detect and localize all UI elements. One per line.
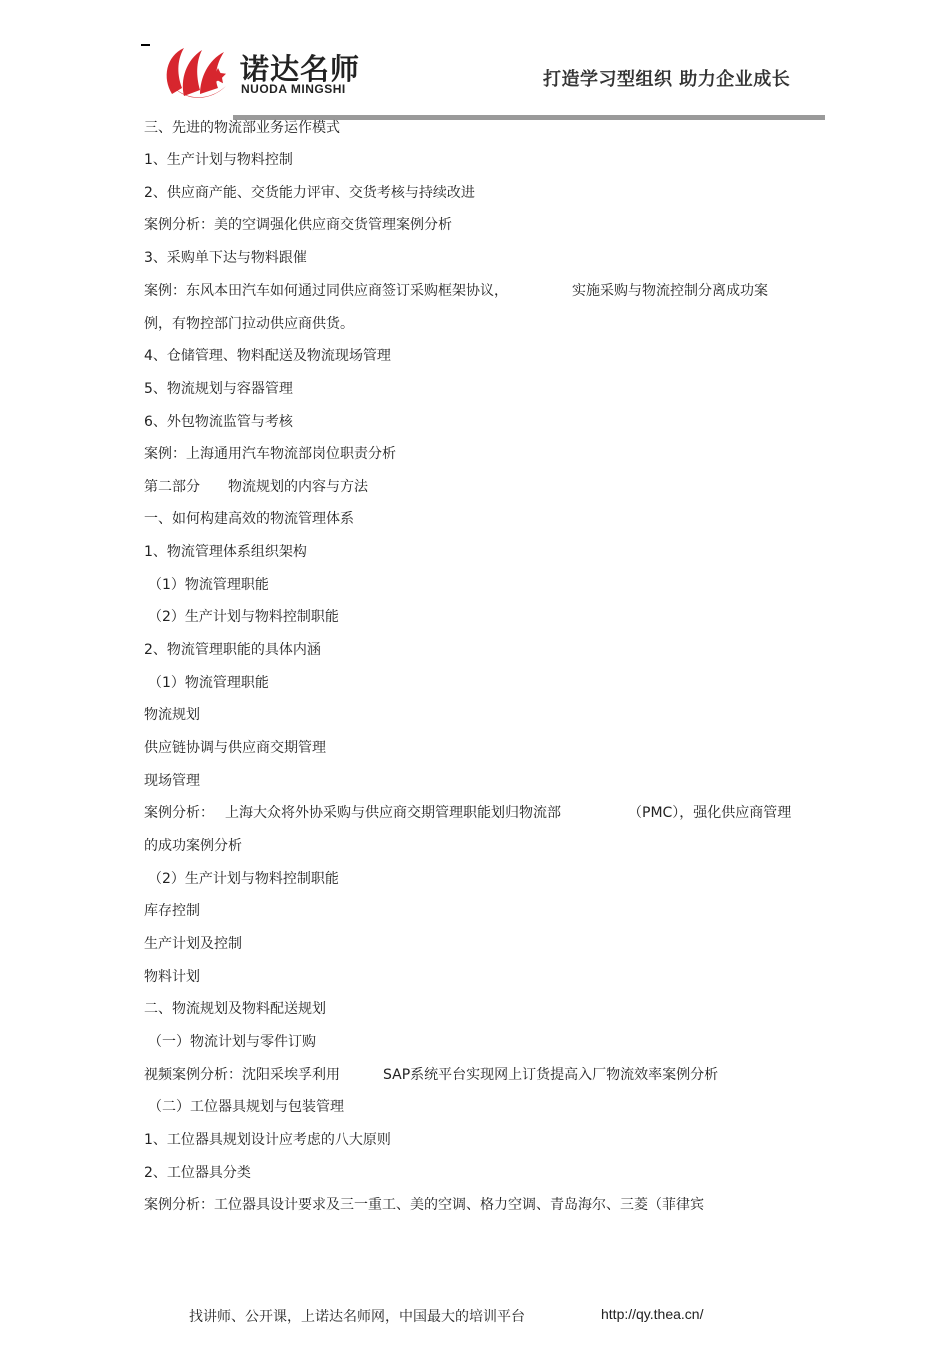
list-item: 2、工位器具分类 [144,1165,251,1181]
case-line: 案例：上海通用汽车物流部岗位职责分析 [144,446,396,462]
text-line: 生产计划及控制 [144,936,242,952]
case-line: 上海大众将外协采购与供应商交期管理职能划归物流部 [225,805,561,821]
case-line: 视频案例分析：沈阳采埃孚利用 [144,1067,340,1083]
list-item: 3、采购单下达与物料跟催 [144,250,307,266]
list-item: 5、物流规划与容器管理 [144,381,293,397]
section-heading: 二、物流规划及物料配送规划 [144,1001,326,1017]
nuoda-logo-icon [160,38,230,106]
list-item: 2、物流管理职能的具体内涵 [144,642,321,658]
list-item: 6、外包物流监管与考核 [144,414,293,430]
case-label: 案例分析： [144,805,214,821]
text-line: 物流规划 [144,707,200,723]
case-line-continued: （PMC），强化供应商管理 [628,805,792,821]
case-analysis: 案例分析：工位器具设计要求及三一重工、美的空调、格力空调、青岛海尔、三菱（菲律宾 [144,1197,704,1213]
text-line: 供应链协调与供应商交期管理 [144,740,326,756]
list-item: 1、工位器具规划设计应考虑的八大原则 [144,1132,391,1148]
text-line: 现场管理 [144,773,200,789]
sub-item: （1）物流管理职能 [148,577,269,593]
footer-text: 找讲师、公开课，上诺达名师网，中国最大的培训平台 [189,1309,525,1325]
brand-name-cn: 诺达名师 [240,52,361,86]
text-line: 物料计划 [144,969,200,985]
top-dash-mark [141,44,150,46]
list-item: 1、物流管理体系组织架构 [144,544,307,560]
sub-item: （一）物流计划与零件订购 [148,1034,316,1050]
sub-item: （2）生产计划与物料控制职能 [148,609,339,625]
section-heading: 三、先进的物流部业务运作模式 [144,120,340,136]
text-line: 库存控制 [144,903,200,919]
sub-item: （1）物流管理职能 [148,675,269,691]
list-item: 2、供应商产能、交货能力评审、交货考核与持续改进 [144,185,475,201]
footer-url-link[interactable]: http://qy.thea.cn/ [601,1306,704,1322]
case-line-continued: SAP系统平台实现网上订货提高入厂物流效率案例分析 [383,1067,719,1083]
section-heading: 一、如何构建高效的物流管理体系 [144,511,354,527]
list-item: 4、仓储管理、物料配送及物流现场管理 [144,348,391,364]
sub-item: （二）工位器具规划与包装管理 [148,1099,344,1115]
case-line: 案例：东风本田汽车如何通过同供应商签订采购框架协议， [144,283,508,299]
case-line: 例，有物控部门拉动供应商供货。 [144,316,354,332]
list-item: 1、生产计划与物料控制 [144,152,293,168]
header-slogan: 打造学习型组织 助力企业成长 [543,69,791,90]
sub-item: （2）生产计划与物料控制职能 [148,871,339,887]
case-line-continued: 实施采购与物流控制分离成功案 [572,283,768,299]
brand-name-en: NUODA MINGSHI [241,82,346,96]
part-heading: 第二部分 [144,479,200,495]
case-line: 的成功案例分析 [144,838,242,854]
part-title: 物流规划的内容与方法 [228,479,368,495]
case-analysis: 案例分析：美的空调强化供应商交货管理案例分析 [144,217,452,233]
